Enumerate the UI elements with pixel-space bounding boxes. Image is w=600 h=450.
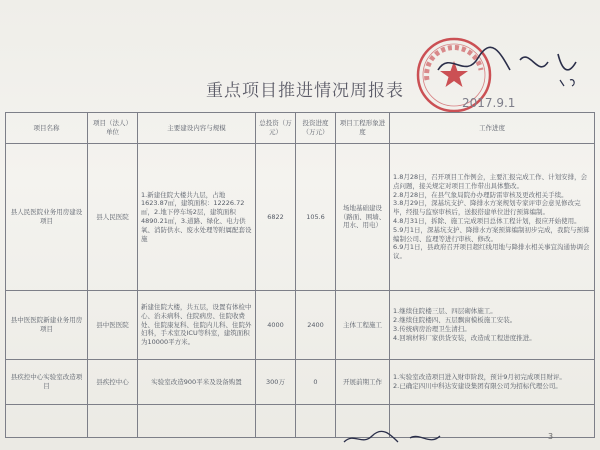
project-progress: 开展前期工作 — [336, 360, 390, 405]
table-header-row — [6, 113, 595, 144]
table-row — [6, 144, 595, 291]
document-date: 2017.9.1 — [462, 96, 516, 110]
project-work: 1.8月28日，召开项目工作例会，主要汇报完成工作、计划安排，会点问题，接关规定对项目工作带出具体整改。 2.8月28日，在县气象局院办办理防雷审核及更改相关手续。 3.8月29日，深基坑支护、降排水方案规划专家评审会意见修改完毕，经报与监察审核后，送报搭建单位进行预算编制。 4.8月31日，拆除、施工完成项目总体工程计划，报应开始使用。 5.9月1日，深基坑支护、降排水方案预算编制初步完成，我院与预算编制公司、监理等进行审核、修改。 6.9月1日，县政府召开项目超红线用地与降排水相关事宜沟通协调会议。 — [390, 144, 595, 291]
header-content: 主要建设内容与规模 — [138, 113, 256, 144]
project-work: 1.继续住院楼三层、四层砌体施工。 2.继续住院楼四、五层飘窗模板施工安装。 3.传统病房治理卫生清扫。 4.回填材料厂家供货安装，改造成工程进度推进。 — [390, 291, 595, 360]
project-total: 6822 — [256, 144, 296, 291]
header-project-name: 项目名称 — [6, 113, 88, 144]
project-name: 县疾控中心实验室改造项目 — [6, 360, 88, 405]
project-content: 1.新建住院大楼共九层，占地1623.87㎡，建筑面积：12226.72㎡，2.地下停车场2层，建筑面积4890.21㎡，3.道路、绿化、电力供氧、消防供水、废水处理等附属配套设施 — [138, 144, 256, 291]
header-invested: 投资进度（万元） — [296, 113, 336, 144]
header-image-progress: 项目工程形象进度 — [336, 113, 390, 144]
project-unit — [88, 405, 138, 438]
project-work: 1.实验室改造项目进入财审阶段，预计9月初完成项目财评。 2.已确定四川中科达安建设集团有限公司为招标代理公司。 — [390, 360, 595, 405]
project-name: 县中医医院新建业务用房项目 — [6, 291, 88, 360]
project-invested: 0 — [296, 360, 336, 405]
table-row — [6, 291, 595, 360]
table-row — [6, 360, 595, 405]
project-content: 新建住院大楼，共五层，设置有体检中心、治未病科、住院病房、住院收费处、住院康复科、住院内儿科、住院外妇科，手术室及ICU等科室，建筑面积为10000平方米。 — [138, 291, 256, 360]
project-total: 300万 — [256, 360, 296, 405]
project-content — [138, 405, 256, 438]
project-total: 4000 — [256, 291, 296, 360]
project-total — [256, 405, 296, 438]
project-unit: 县疾控中心 — [88, 360, 138, 405]
project-content: 实验室改造900平米及设备购置 — [138, 360, 256, 405]
handwritten-signature — [430, 40, 590, 90]
project-invested: 105.6 — [296, 144, 336, 291]
project-progress: 主体工程施工 — [336, 291, 390, 360]
project-name — [6, 405, 88, 438]
project-invested — [296, 405, 336, 438]
handwritten-scribble — [340, 430, 460, 448]
table-row — [6, 405, 595, 438]
project-progress: 场地基础建设（路面、围墙、用水、用电） — [336, 144, 390, 291]
project-progress-table — [5, 112, 595, 438]
project-unit: 县人民医院 — [88, 144, 138, 291]
project-name: 县人民医院业务用房建设项目 — [6, 144, 88, 291]
header-unit: 项目（法人）单位 — [88, 113, 138, 144]
project-invested: 2400 — [296, 291, 336, 360]
project-unit: 县中医医院 — [88, 291, 138, 360]
document-title: 重点项目推进情况周报表 — [206, 81, 404, 101]
header-work-progress: 工作进度 — [390, 113, 595, 144]
page-number: 3 — [548, 432, 554, 441]
header-total-investment: 总投资（万元） — [256, 113, 296, 144]
